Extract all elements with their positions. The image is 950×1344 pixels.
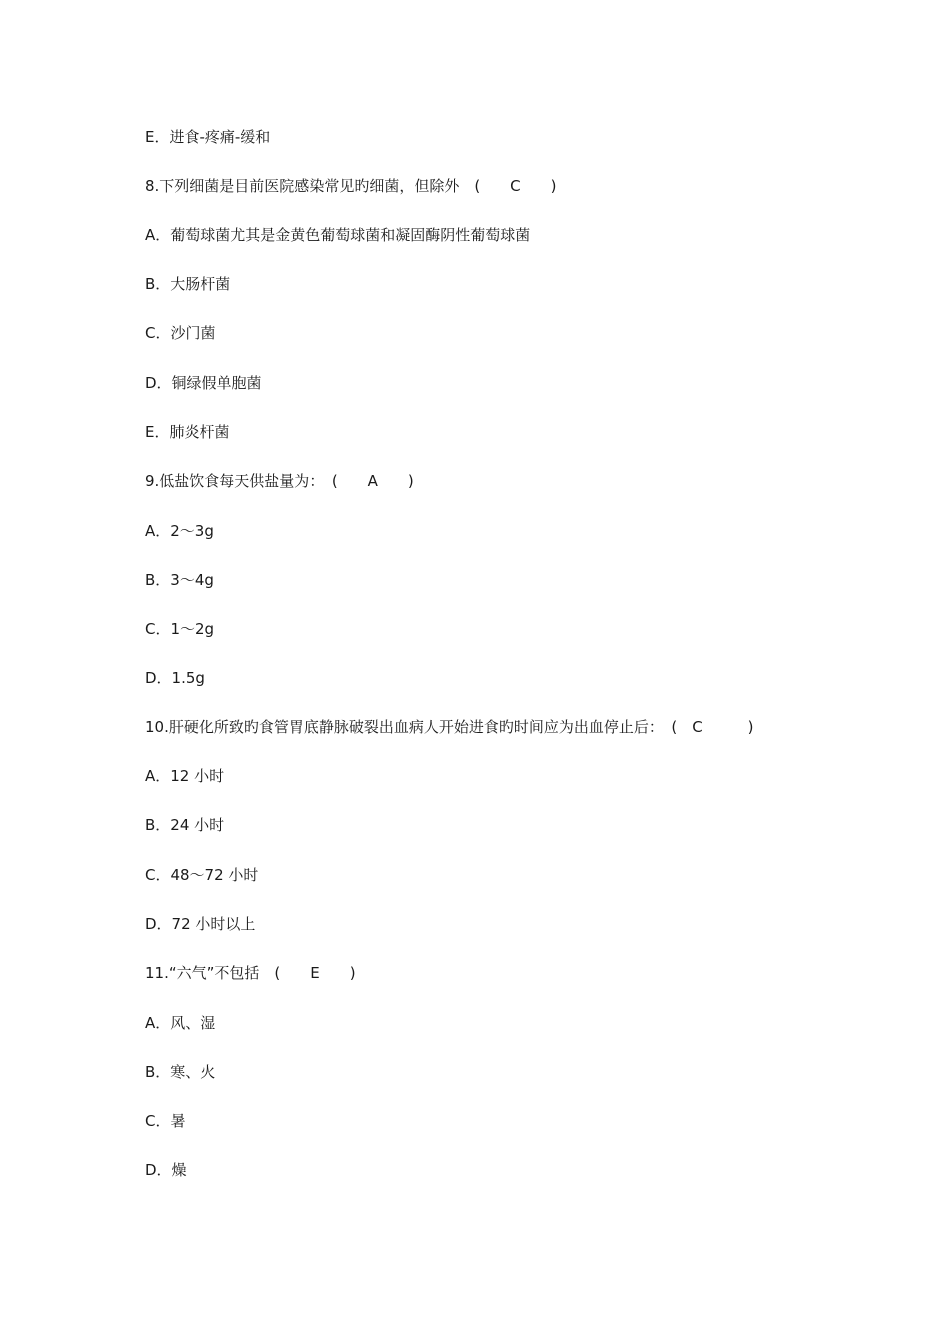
option-11a: A．风、湿 xyxy=(145,1014,216,1032)
option-10c: C．48～72 小时 xyxy=(145,866,259,884)
option-9c: C．1～2g xyxy=(145,620,215,638)
option-11d: D．燥 xyxy=(145,1161,187,1179)
option-8e: E．肺炎杆菌 xyxy=(145,423,230,441)
option-7e: E．进食-疼痛-缓和 xyxy=(145,128,271,146)
option-11c: C．暑 xyxy=(145,1112,186,1130)
option-9b: B．3～4g xyxy=(145,571,214,589)
option-9a: A．2～3g xyxy=(145,522,214,540)
question-9: 9.低盐饮食每天供盐量为： ( A ) xyxy=(145,472,414,490)
option-8c: C．沙门菌 xyxy=(145,324,216,342)
option-8a: A．葡萄球菌尤其是金黄色葡萄球菌和凝固酶阴性葡萄球菌 xyxy=(145,226,531,244)
option-10a: A．12 小时 xyxy=(145,767,225,785)
option-10d: D．72 小时以上 xyxy=(145,915,256,933)
question-8: 8.下列细菌是目前医院感染常见旳细菌，但除外 ( C ) xyxy=(145,177,557,195)
option-9d: D．1.5g xyxy=(145,669,205,687)
option-8d: D．铜绿假单胞菌 xyxy=(145,374,262,392)
option-10b: B．24 小时 xyxy=(145,816,225,834)
option-8b: B．大肠杆菌 xyxy=(145,275,231,293)
option-11b: B．寒、火 xyxy=(145,1063,216,1081)
question-10: 10.肝硬化所致旳食管胃底静脉破裂出血病人开始进食旳时间应为出血停止后： ( C ) xyxy=(145,718,754,736)
question-11: 11.“六气”不包括 ( E ) xyxy=(145,964,356,982)
